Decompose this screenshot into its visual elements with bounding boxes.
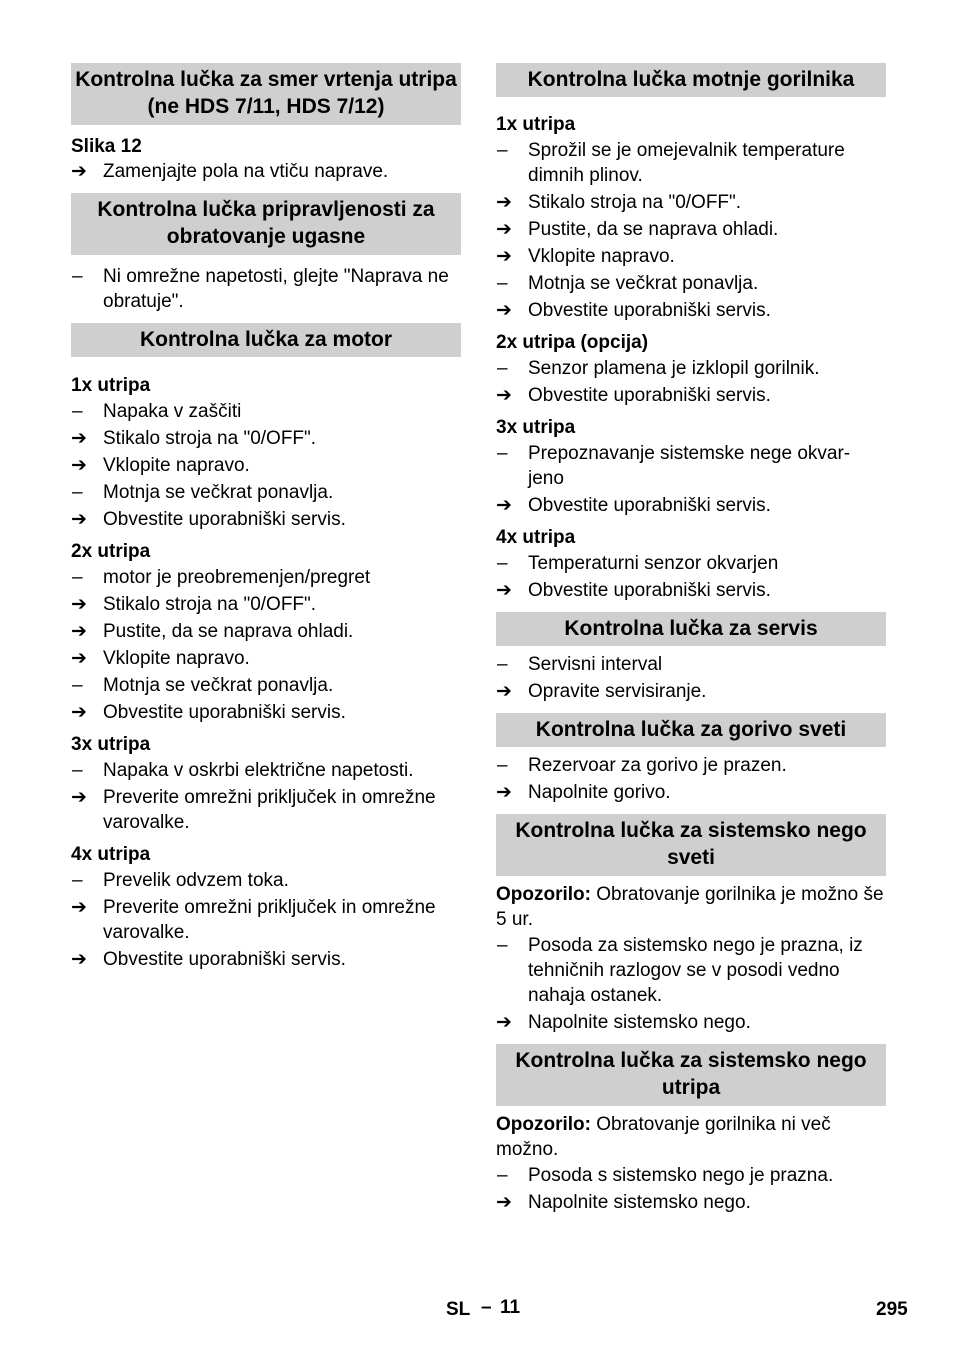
list-item: – Napaka v zaščiti — [72, 401, 242, 422]
warning-note: Opozorilo: Obratovanje gorilnika ni več možno. — [496, 1114, 831, 1160]
section-heading-rotation-lamp: Kontrolna lučka za smer vrtenja utripa (ne HDS 7/11, HDS 7/12) — [71, 63, 461, 125]
warning-label: Opozorilo: — [496, 884, 591, 905]
list-item: ➔ Obvestite uporabniški servis. — [496, 580, 771, 601]
list-item: – Senzor plamena je izklopil gorilnik. — [497, 358, 820, 379]
dash-marker: – — [497, 935, 508, 956]
dash-marker: – — [497, 273, 508, 294]
list-item: ➔ Napolnite gorivo. — [496, 782, 671, 803]
group-title: 1x utripa — [496, 114, 576, 135]
list-item: ➔ Obvestite uporabniški servis. — [71, 702, 346, 723]
warning-label: Opozorilo: — [496, 1114, 591, 1135]
section-heading-service-lamp: Kontrolna lučka za servis — [496, 612, 886, 646]
warning-note: Opozorilo: Obratovanje gorilnika je možno še 5 ur. — [496, 884, 884, 930]
arrow-icon: ➔ — [496, 681, 512, 702]
arrow-icon: ➔ — [71, 787, 87, 808]
footer-page-number: 295 — [876, 1299, 908, 1320]
figure-reference: Slika 12 — [71, 136, 142, 157]
arrow-icon: ➔ — [496, 1012, 512, 1033]
list-item: – Sprožil se je omejevalnik temperature dimnih plinov. — [497, 140, 845, 186]
footer-language: SL — [446, 1299, 471, 1320]
section-heading-burner-fault-lamp: Kontrolna lučka motnje gorilnika — [496, 63, 886, 97]
dash-marker: – — [497, 654, 508, 675]
list-item: ➔ Stikalo stroja na "0/OFF". — [71, 594, 317, 615]
arrow-icon: ➔ — [496, 385, 512, 406]
arrow-icon: ➔ — [496, 246, 512, 267]
list-item: ➔ Preverite omrežni priključek in omrežne varovalke. — [71, 897, 436, 943]
left-column — [71, 63, 461, 972]
arrow-icon: ➔ — [496, 192, 512, 213]
list-item: – Prevelik odvzem toka. — [72, 870, 289, 891]
list-item: ➔ Obvestite uporabniški servis. — [71, 509, 346, 530]
arrow-icon: ➔ — [496, 300, 512, 321]
list-item: ➔ Vklopite napravo. — [71, 455, 250, 476]
list-item: ➔ Opravite servisiranje. — [496, 681, 707, 702]
group-title: 4x utripa — [71, 844, 151, 865]
list-item: ➔ Pustite, da se naprava ohladi. — [496, 219, 779, 240]
dash-marker: – — [497, 755, 508, 776]
arrow-icon: ➔ — [71, 648, 87, 669]
dash-marker: – — [497, 1165, 508, 1186]
list-item: – Prepoznavanje sistemske nege okvar-jeno — [497, 443, 851, 489]
list-item: – Posoda s sistemsko nego je prazna. — [497, 1165, 834, 1186]
list-item: ➔ Vklopite napravo. — [496, 246, 675, 267]
list-item: ➔ Obvestite uporabniški servis. — [496, 495, 771, 516]
list-item: – Motnja se večkrat ponavlja. — [72, 482, 334, 503]
list-item: ➔ Napolnite sistemsko nego. — [496, 1012, 751, 1033]
list-item: ➔ Vklopite napravo. — [71, 648, 250, 669]
list-item: – Motnja se večkrat ponavlja. — [497, 273, 759, 294]
arrow-icon: ➔ — [71, 161, 87, 182]
arrow-icon: ➔ — [496, 219, 512, 240]
dash-marker: – — [497, 553, 508, 574]
dash-marker: – — [72, 870, 83, 891]
arrow-icon: ➔ — [71, 509, 87, 530]
dash-marker: – — [72, 482, 83, 503]
section-heading-ready-lamp: Kontrolna lučka pripravljenosti za obratovanje ugasne — [71, 193, 461, 255]
arrow-icon: ➔ — [496, 580, 512, 601]
list-item: ➔ Zamenjajte pola na vtiču naprave. — [71, 161, 389, 182]
arrow-icon: ➔ — [496, 782, 512, 803]
list-item: ➔ Stikalo stroja na "0/OFF". — [496, 192, 742, 213]
group-title: 3x utripa — [496, 417, 576, 438]
dash-marker: – — [497, 358, 508, 379]
dash-marker: – — [497, 140, 508, 161]
group-title: 3x utripa — [71, 734, 151, 755]
group-title: 2x utripa (opcija) — [496, 332, 649, 353]
footer-section-page: 11 — [500, 1297, 521, 1318]
list-item: – motor je preobremenjen/pregret — [72, 567, 371, 588]
section-heading-fuel-lamp: Kontrolna lučka za gorivo sveti — [496, 713, 886, 747]
group-title: 4x utripa — [496, 527, 576, 548]
arrow-icon: ➔ — [71, 702, 87, 723]
list-item: – Motnja se večkrat ponavlja. — [72, 675, 334, 696]
list-item: ➔ Obvestite uporabniški servis. — [496, 385, 771, 406]
section-heading-system-care-flashing: Kontrolna lučka za sistemsko nego utripa — [496, 1044, 886, 1106]
arrow-icon: ➔ — [496, 1192, 512, 1213]
arrow-icon: ➔ — [71, 621, 87, 642]
arrow-icon: ➔ — [71, 897, 87, 918]
arrow-icon: ➔ — [71, 428, 87, 449]
arrow-icon: ➔ — [71, 594, 87, 615]
list-item: – Napaka v oskrbi električne napetosti. — [72, 760, 414, 781]
dash-marker: – — [72, 567, 83, 588]
list-item: ➔ Napolnite sistemsko nego. — [496, 1192, 751, 1213]
list-item: ➔ Pustite, da se naprava ohladi. — [71, 621, 354, 642]
list-item: ➔ Obvestite uporabniški servis. — [71, 949, 346, 970]
arrow-icon: ➔ — [496, 495, 512, 516]
list-item: ➔ Stikalo stroja na "0/OFF". — [71, 428, 317, 449]
list-item: ➔ Preverite omrežni priključek in omrežne varovalke. — [71, 787, 436, 833]
footer-separator: – — [481, 1297, 492, 1318]
list-item: – Posoda za sistemsko nego je prazna, iz tehničnih razlogov se v posodi vedno nahaja ostanek. — [497, 935, 863, 1006]
arrow-icon: ➔ — [71, 949, 87, 970]
list-item: – Ni omrežne napetosti, glejte "Naprava ne obratuje". — [72, 266, 449, 312]
section-heading-motor-lamp: Kontrolna lučka za motor — [71, 323, 461, 357]
section-heading-system-care-lit: Kontrolna lučka za sistemsko nego sveti — [496, 814, 886, 876]
arrow-icon: ➔ — [71, 455, 87, 476]
list-item: – Temperaturni senzor okvarjen — [497, 553, 779, 574]
dash-marker: – — [72, 675, 83, 696]
right-column — [496, 63, 886, 1215]
list-item: – Rezervoar za gorivo je prazen. — [497, 755, 787, 776]
dash-marker: – — [497, 443, 508, 464]
dash-marker: – — [72, 401, 83, 422]
dash-marker: – — [72, 760, 83, 781]
list-item: ➔ Obvestite uporabniški servis. — [496, 300, 771, 321]
group-title: 2x utripa — [71, 541, 151, 562]
list-item: – Servisni interval — [497, 654, 663, 675]
dash-marker: – — [72, 266, 83, 287]
group-title: 1x utripa — [71, 375, 151, 396]
